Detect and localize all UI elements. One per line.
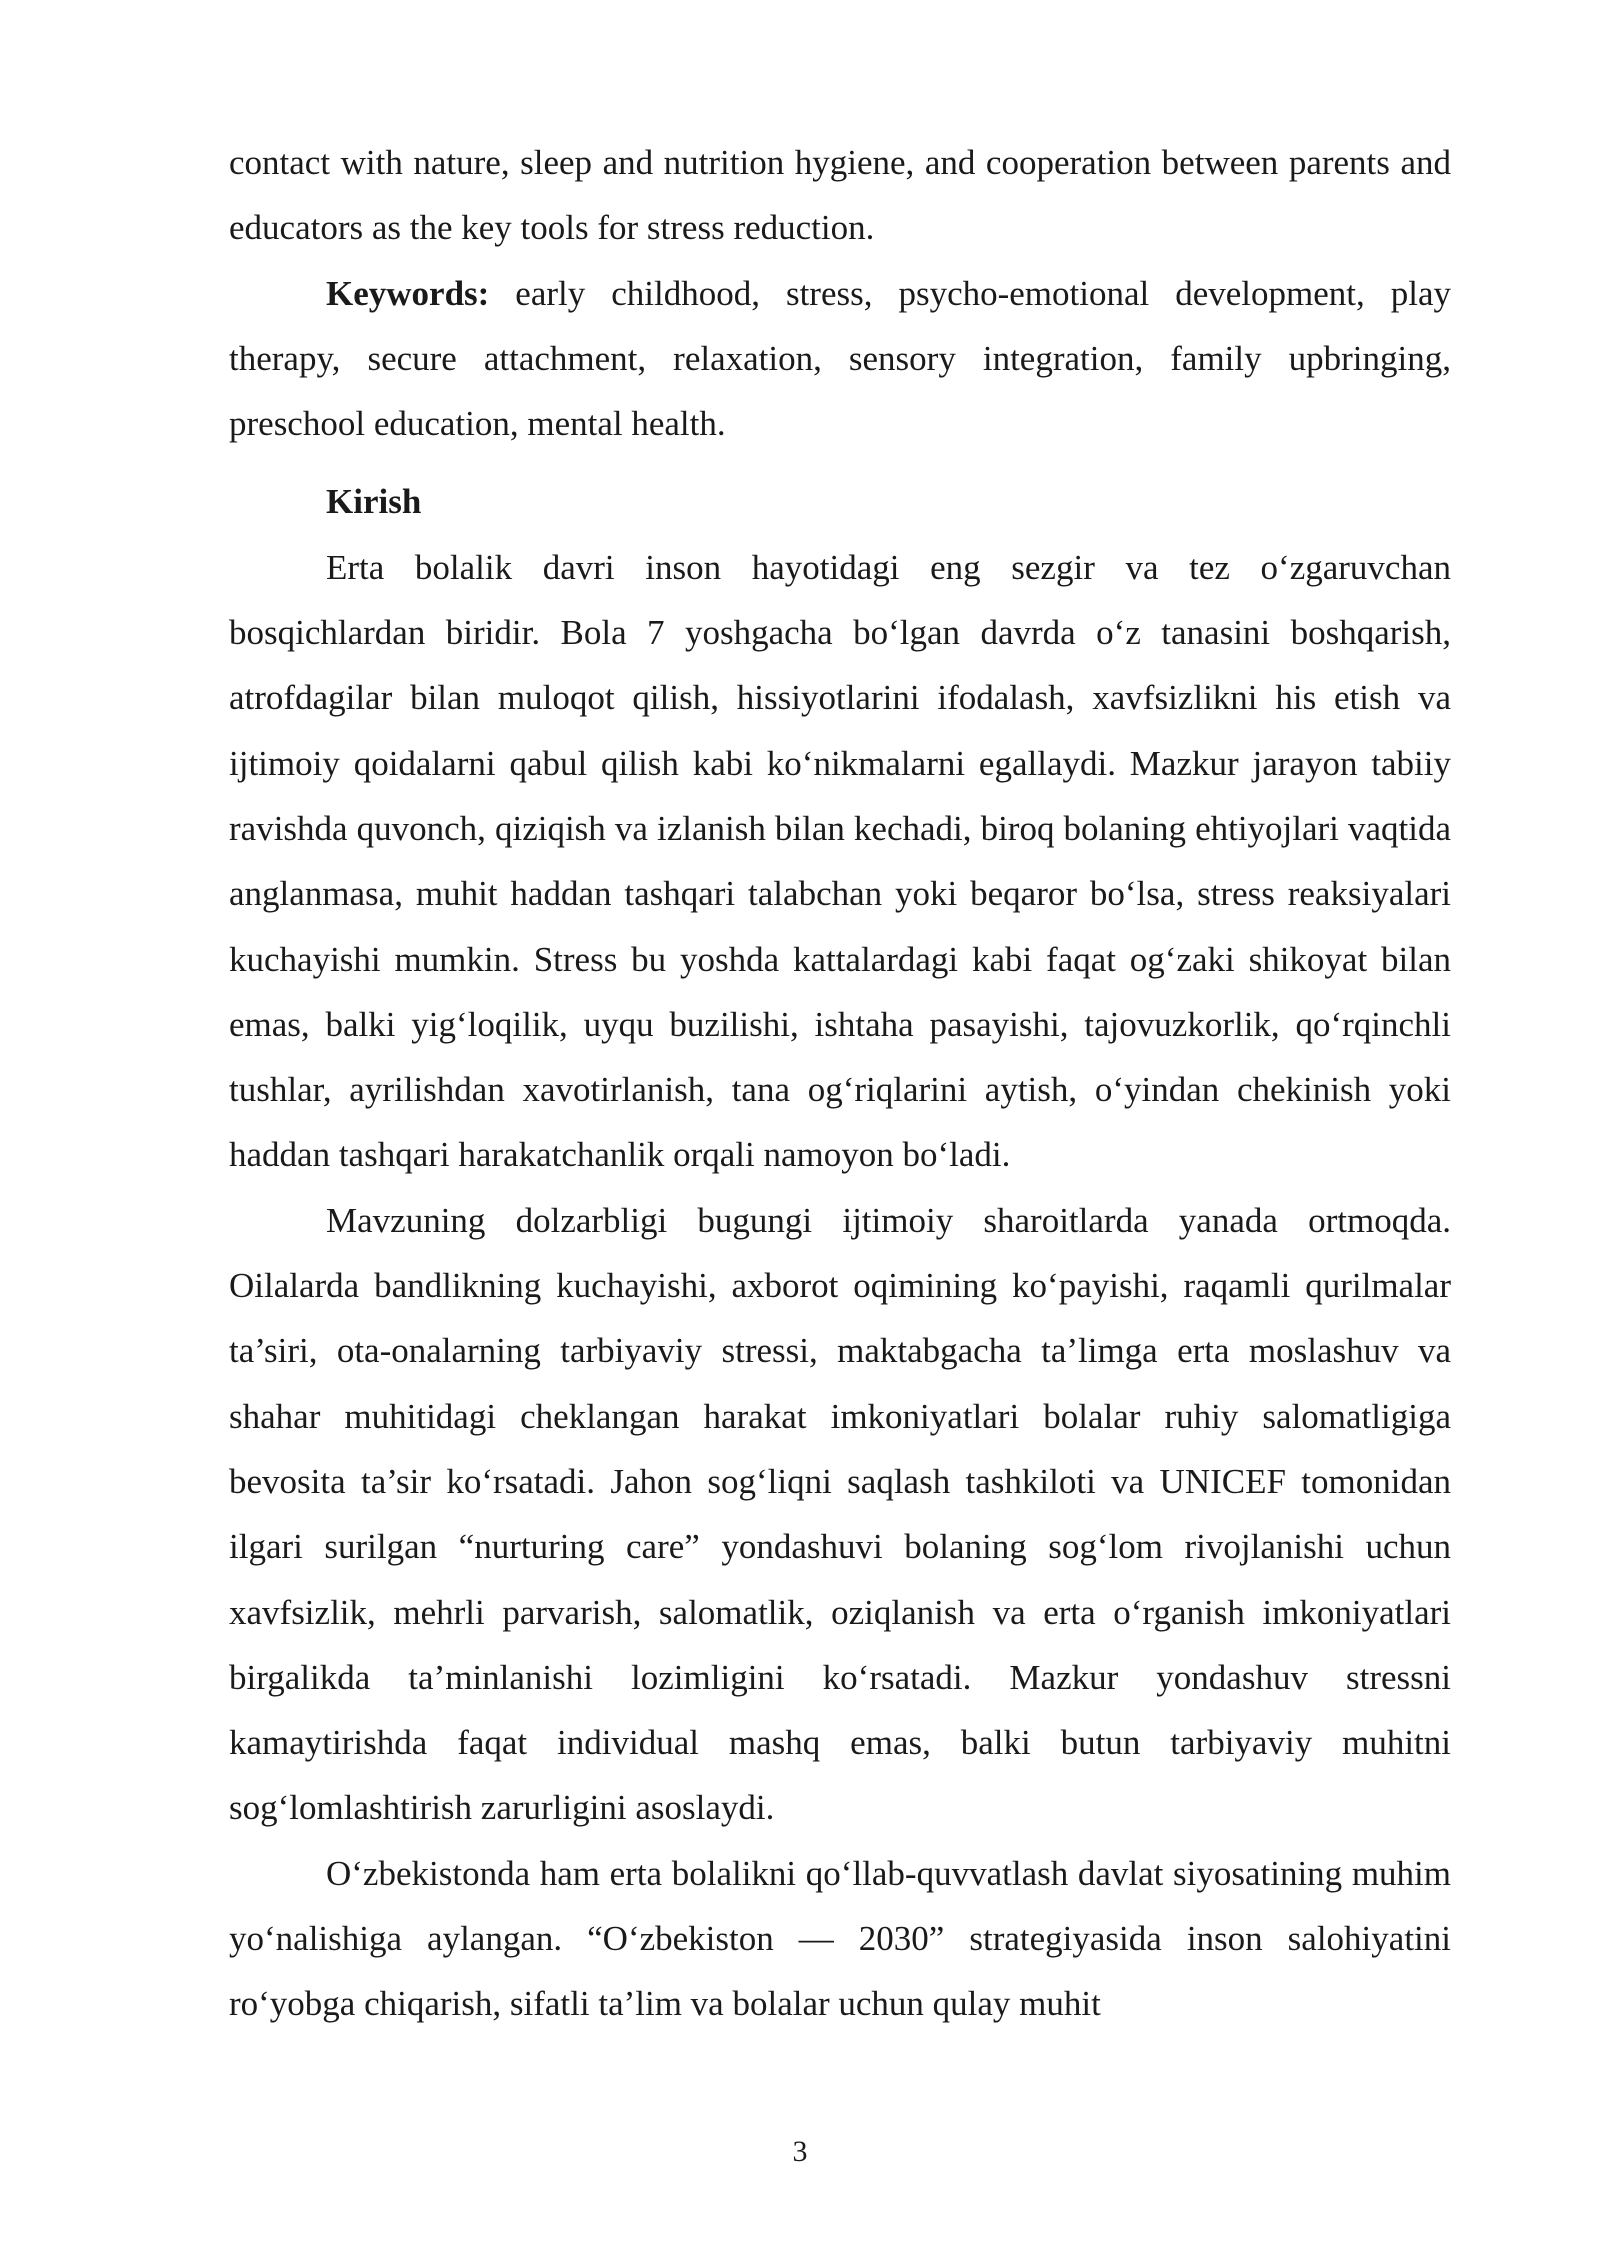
section-heading-block	[229, 469, 1451, 534]
body-paragraph: Erta bolalik davri inson hayotidagi eng sezgir va tez o‘zgaruvchan bosqichlardan biridir. Bola 7 yoshgacha bo‘lgan davrda o‘z tanasini boshqarish, atrofdagilar bilan muloqot qilish, hissiyotlarini ifodalash, xavfsizlikni his etish va ijtimoiy qoidalarni qabul qilish kabi ko‘nikmalarni egallaydi. Mazkur jarayon tabiiy ravishda quvonch, qiziqish va izlanish bilan kechadi, biroq bolaning ehtiyojlari vaqtida anglanmasa, muhit haddan tashqari talabchan yoki beqaror bo‘lsa, stress reaksiyalari kuchayishi mumkin. Stress bu yoshda kattalardagi kabi faqat og‘zaki shikoyat bilan emas, balki yig‘loqilik, uyqu buzilishi, ishtaha pasayishi, tajovuzkorlik, qo‘rqinchli tushlar, ayrilishdan xavotirlanish, tana og‘riqlarini aytish, o‘yindan chekinish yoki haddan tashqari harakatchanlik orqali namoyon bo‘ladi.	[229, 547, 1451, 1175]
keywords-text: early childhood, stress, psycho-emotional development, play therapy, secure attachment, relaxation, sensory integration, family upbringing, preschool education, mental health.	[229, 273, 1451, 444]
intro-tail-paragraph: contact with nature, sleep and nutrition hygiene, and cooperation between parents and educators as the key tools for stress reduction.	[229, 143, 1451, 248]
keywords-paragraph	[229, 261, 1451, 457]
body-paragraph: Mavzuning dolzarbligi bugungi ijtimoiy sharoitlarda yanada ortmoqda. Oilalarda bandlikning kuchayishi, axborot oqimining ko‘payishi, raqamli qurilmalar ta’siri, ota-onalarning tarbiyaviy stressi, maktabgacha ta’limga erta moslashuv va shahar muhitidagi cheklangan harakat imkoniyatlari bolalar ruhiy salomatligiga bevosita ta’sir ko‘rsatadi. Jahon sog‘liqni saqlash tashkiloti va UNICEF tomonidan ilgari surilgan “nurturing care” yondashuvi bolaning sog‘lom rivojlanishi uchun xavfsizlik, mehrli parvarish, salomatlik, oziqlanish va erta o‘rganish imkoniyatlari birgalikda ta’minlanishi lozimligini ko‘rsatadi. Mazkur yondashuv stressni kamaytirishda faqat individual mashq emas, balki butun tarbiyaviy muhitni sog‘lomlashtirish zarurligini asoslaydi.	[229, 1200, 1451, 1828]
keywords-label: Keywords:	[326, 273, 490, 313]
document-page	[229, 130, 1451, 2037]
page-number: 3	[792, 2135, 808, 2168]
section-heading: Kirish	[326, 482, 422, 522]
body-paragraph: O‘zbekistonda ham erta bolalikni qo‘llab-quvvatlash davlat siyosatining muhim yo‘nalishiga aylangan. “O‘zbekiston — 2030” strategiyasida inson salohiyatini ro‘yobga chiqarish, sifatli ta’lim va bolalar uchun qulay muhit	[229, 1853, 1451, 2024]
